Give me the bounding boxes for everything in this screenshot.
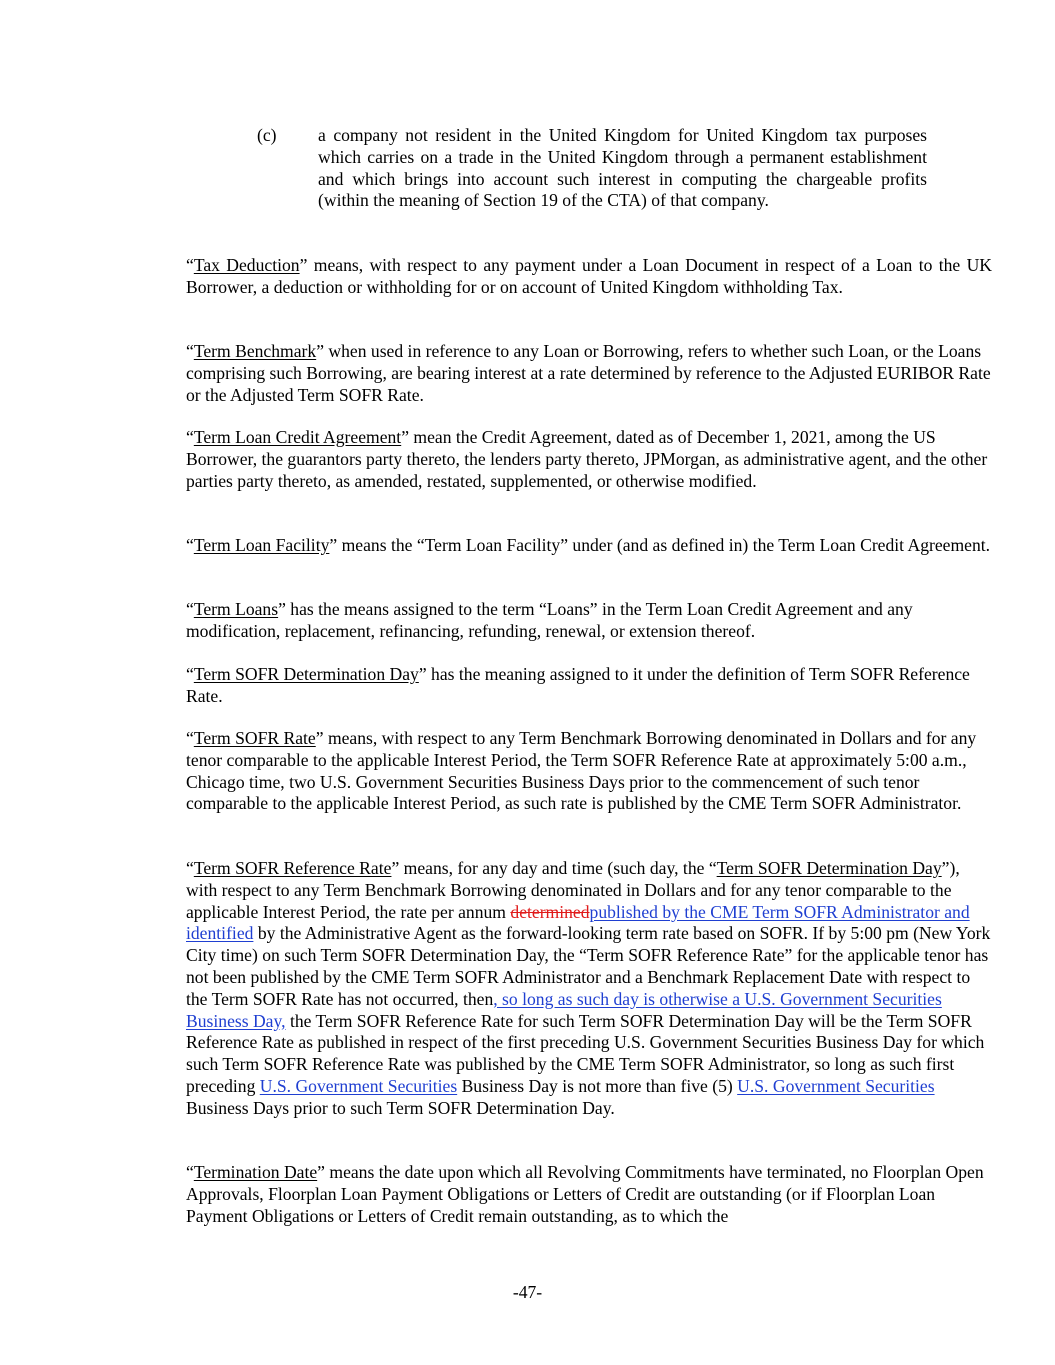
defined-term: Term Benchmark bbox=[193, 341, 317, 361]
open-quote: “ bbox=[186, 1162, 194, 1182]
definition-text: ” means, for any day and time (such day, the “ bbox=[391, 858, 717, 878]
open-quote: “ bbox=[186, 599, 194, 619]
open-quote: “ bbox=[186, 341, 194, 361]
inserted-text: published by the CME Term SOFR Administrator and identified bbox=[186, 901, 970, 944]
open-quote: “ bbox=[186, 664, 194, 684]
definition-tax-deduction bbox=[124, 255, 992, 299]
definition-term-sofr-determination-day bbox=[124, 664, 992, 708]
defined-term-inline: Term SOFR Determination Day bbox=[716, 858, 942, 878]
definition-text: ” mean the Credit Agreement, dated as of December 1, 2021, among the US Borrower, the guarantors party thereto, the lenders party thereto, JPMorgan, as administrative agent, and the other parties party thereto, as amended, restated, supplemented, or otherwise modified. bbox=[186, 427, 988, 491]
defined-term: Tax Deduction bbox=[193, 255, 300, 275]
clause-label: (c) bbox=[257, 125, 277, 145]
open-quote: “ bbox=[186, 535, 194, 555]
definition-term-benchmark bbox=[124, 341, 992, 406]
defined-term: Term SOFR Determination Day bbox=[193, 664, 419, 684]
defined-term: Term Loans bbox=[193, 599, 279, 619]
definition-term-sofr-reference-rate bbox=[124, 858, 992, 1120]
definition-text: Business Days prior to such Term SOFR Determination Day. bbox=[186, 1097, 615, 1118]
definition-text: ” means, with respect to any Term Benchmark Borrowing denominated in Dollars and for any tenor comparable to the applicable Interest Period, the Term SOFR Reference Rate at approximately 5:00 a.m., Chicago time, two U.S. Government Securities Business Days prior to the commencement of such tenor comparable to the applicable Interest Period, as such rate is published by the CME Term SOFR Administrator. bbox=[186, 728, 977, 814]
open-quote: “ bbox=[186, 728, 194, 748]
open-quote: “ bbox=[186, 255, 194, 275]
definition-text: by the Administrative Agent as the forward-looking term rate based on SOFR. If by 5:00 pm (New York City time) on such Term SOFR Determination Day, the “Term SOFR Reference Rate” for the applicable tenor has not been published by the CME Term SOFR Administrator and a Benchmark Replacement Date with respect to the Term SOFR Rate has not occurred, then bbox=[186, 923, 991, 1009]
defined-term: Term Loan Facility bbox=[193, 535, 330, 555]
inserted-text: , so long as such day is otherwise a U.S. Government Securities Business Day, bbox=[186, 988, 942, 1031]
definition-text: Business Day is not more than five (5) bbox=[457, 1075, 738, 1096]
inserted-text: U.S. Government Securities bbox=[737, 1075, 935, 1096]
defined-term: Termination Date bbox=[193, 1162, 318, 1182]
open-quote: “ bbox=[186, 858, 194, 878]
definition-text: ” means the date upon which all Revolving Commitments have terminated, no Floorplan Open Approvals, Floorplan Loan Payment Obligations or Letters of Credit are outstanding (or if Floorplan Loan Payment Obligations or Letters of Credit remain outstanding, as to which the bbox=[186, 1162, 984, 1226]
definition-term-sofr-rate bbox=[124, 728, 992, 815]
clause-text: a company not resident in the United Kingdom for United Kingdom tax purposes which carries on a trade in the United Kingdom through a permanent establishment and which brings into account such interest in computing the chargeable profits (within the meaning of Section 19 of the CTA) of that company. bbox=[318, 125, 927, 211]
definition-term-loans bbox=[124, 599, 992, 643]
definition-text: ” means, with respect to any payment under a Loan Document in respect of a Loan to the UK Borrower, a deduction or withholding for or on account of United Kingdom withholding Tax. bbox=[186, 255, 993, 297]
page-number: -47- bbox=[512, 1282, 543, 1302]
open-quote: “ bbox=[186, 427, 194, 447]
deleted-text: determined bbox=[510, 901, 590, 922]
definition-text: ”), with respect to any Term Benchmark Borrowing denominated in Dollars and for any tenor comparable to the applicable Interest Period, the rate per annum bbox=[186, 858, 960, 922]
definition-text: the Term SOFR Reference Rate for such Term SOFR Determination Day will be the Term SOFR Reference Rate as published in respect of the first preceding U.S. Government Securities Business Day for which such Term SOFR Reference Rate was published by the CME Term SOFR Administrator, so long as such first preceding bbox=[186, 1010, 985, 1096]
defined-term: Term SOFR Rate bbox=[193, 728, 316, 748]
definition-term-loan-facility bbox=[124, 535, 992, 557]
defined-term: Term Loan Credit Agreement bbox=[193, 427, 402, 447]
definition-text: ” means the “Term Loan Facility” under (and as defined in) the Term Loan Credit Agreement. bbox=[329, 535, 991, 555]
definition-text: ” has the meaning assigned to it under the definition of Term SOFR Reference Rate. bbox=[186, 664, 970, 706]
definition-term-loan-credit-agreement bbox=[124, 427, 992, 492]
inserted-text: U.S. Government Securities bbox=[259, 1075, 458, 1096]
definition-text: ” when used in reference to any Loan or Borrowing, refers to whether such Loan, or the Loans comprising such Borrowing, are bearing interest at a rate determined by reference to the Adjusted EURIBOR Rate or the Adjusted Term SOFR Rate. bbox=[186, 341, 991, 405]
defined-term: Term SOFR Reference Rate bbox=[193, 858, 392, 878]
definition-termination-date bbox=[124, 1162, 992, 1227]
definition-text: ” has the means assigned to the term “Loans” in the Term Loan Credit Agreement and any modification, replacement, refinancing, refunding, renewal, or extension thereof. bbox=[186, 599, 913, 641]
